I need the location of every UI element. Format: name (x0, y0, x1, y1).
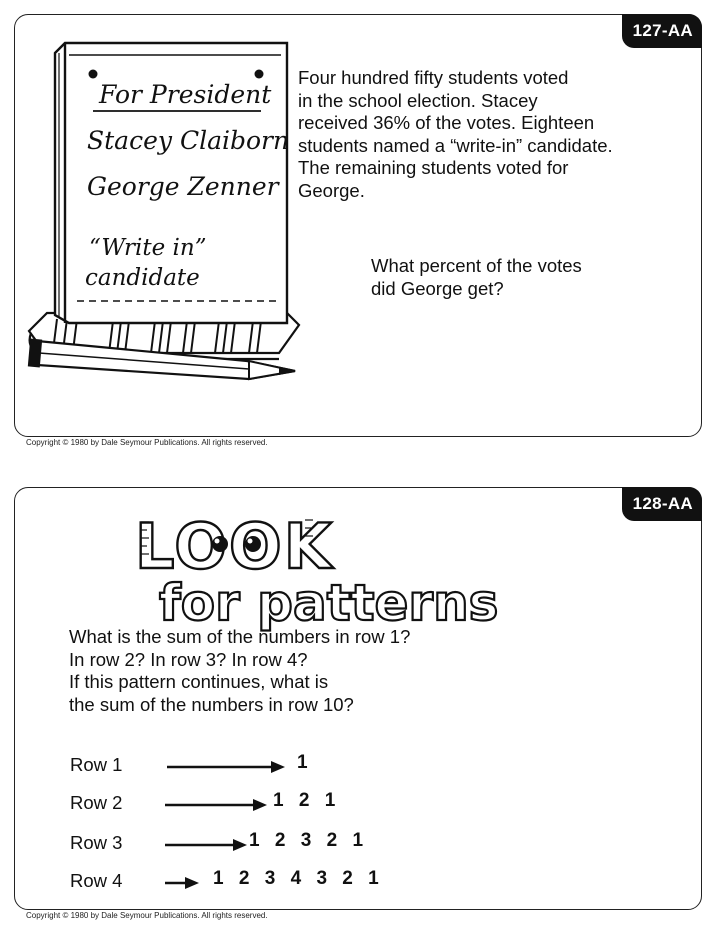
row-number: 3 (316, 868, 328, 889)
problem-line: What is the sum of the numbers in row 1? (69, 626, 411, 647)
arrow-icon (167, 760, 287, 774)
copyright-notice: Copyright © 1980 by Dale Seymour Publications. All rights reserved. (26, 438, 268, 447)
row-label: Row 1 (70, 754, 123, 775)
problem-line: The remaining students voted for (298, 157, 569, 178)
ballot-candidate-stacey: Stacey Claiborn (87, 126, 290, 155)
row-number: 2 (238, 868, 250, 889)
title-look: LOOK (135, 510, 334, 583)
title-for-patterns: for patterns (159, 574, 499, 632)
problem-line: the sum of the numbers in row 10? (69, 693, 354, 715)
problem-card-127 (14, 14, 702, 437)
row-number: 3 (264, 868, 276, 889)
row-number: 2 (342, 868, 353, 889)
row-number: 2 (298, 790, 310, 811)
problem-statement (69, 626, 569, 716)
card-number-badge: 127-AA (622, 14, 702, 48)
row-number: 1 (297, 752, 308, 773)
arrow-icon (165, 876, 201, 890)
row-numbers (273, 790, 345, 812)
problem-line: If this pattern continues, what is (69, 671, 329, 692)
ballot-candidate-george: George Zenner (87, 172, 279, 201)
problem-line: received 36% of the votes. Eighteen (298, 112, 595, 133)
ballot-illustration (17, 23, 307, 393)
row-number: 1 (213, 868, 224, 889)
row-number: 1 (273, 790, 284, 811)
row-label: Row 3 (70, 832, 123, 853)
question-line: What percent of the votes (371, 255, 582, 276)
ballot-write-in-line1: “Write in” (89, 235, 207, 261)
look-for-patterns-title (115, 496, 595, 636)
row-label: Row 2 (70, 792, 123, 813)
problem-card-128 (14, 487, 702, 910)
row-number: 3 (300, 830, 312, 851)
question-line: did George get? (371, 277, 504, 299)
card-number-badge: 128-AA (622, 487, 702, 521)
row-number: 2 (326, 830, 338, 851)
row-number: 1 (352, 830, 364, 851)
ballot-heading: For President (99, 80, 272, 109)
row-number: 4 (290, 868, 302, 889)
row-number: 1 (368, 868, 379, 889)
row-numbers (213, 868, 389, 890)
problem-statement (298, 67, 698, 202)
problem-question (371, 255, 671, 300)
problem-line: students named a “write-in” candidate. (298, 134, 613, 156)
row-numbers (297, 752, 318, 774)
copyright-notice: Copyright © 1980 by Dale Seymour Publications. All rights reserved. (26, 911, 268, 920)
row-label: Row 4 (70, 870, 123, 891)
row-numbers (249, 830, 373, 852)
problem-line: In row 2? In row 3? In row 4? (69, 648, 308, 670)
problem-line: George. (298, 179, 365, 201)
problem-line: Four hundred fifty students voted (298, 67, 569, 88)
arrow-icon (165, 798, 269, 812)
row-number: 2 (274, 830, 286, 851)
problem-line: in the school election. Stacey (298, 89, 538, 111)
ballot-write-in-line2: candidate (85, 265, 200, 291)
arrow-icon (165, 838, 249, 852)
row-number: 1 (324, 790, 336, 811)
row-number: 1 (249, 830, 260, 851)
